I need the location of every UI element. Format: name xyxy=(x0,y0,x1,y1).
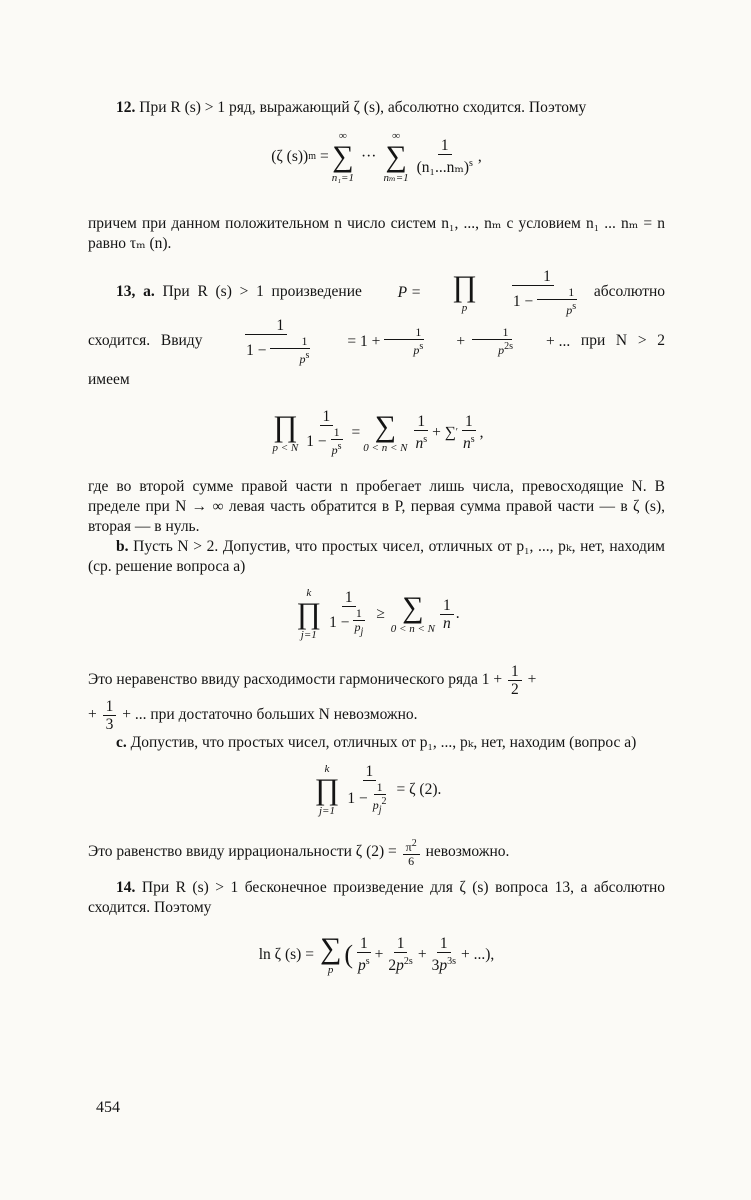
equation-partial-product: ∏ p < N 1 1 − $\frac{1}{p^s}$ = ∑ 0 < n < N $\frac{1}{n^s}$ + ∑ ′ $\frac{1}{n^s}$ , xyxy=(272,408,484,457)
paragraph-14: 14. При R (s) > 1 бесконечное произведение для ζ (s) вопроса 13, а абсолютно сходится. Поэтому xyxy=(88,879,665,916)
paragraph-13c-continuation: Это равенство ввиду иррациональности ζ (2) = $\frac{\pi^2}{6}$ невозможно. xyxy=(88,838,510,868)
paragraph-13b: b. Пусть N > 2. Допустив, что простых чисел, отличных от p₁, ..., pₖ, нет, находим (ср. решение вопроса а) xyxy=(88,538,665,575)
problem-number-12: 12. xyxy=(116,99,136,116)
equation-inequality: k ∏ j=1 1 1 − $\frac{1}{p_j}$ ≥ ∑ 0 < n < N $\frac{1}{n}$ . xyxy=(296,587,460,641)
product-P: P = ∏ p 1 1 − $\frac{1}{p^s}$ xyxy=(397,268,577,317)
paragraph-13c: с. Допустив, что простых чисел, отличных от p₁, ..., pₖ, нет, находим (вопрос а) xyxy=(116,734,637,751)
page-number: 454 xyxy=(96,1099,120,1116)
fraction: $\frac{1}{(n_1...n_m)^s}$ xyxy=(416,137,473,177)
paragraph-12 xyxy=(88,98,665,118)
sum-operator: ∞ ∑ nₘ=1 xyxy=(383,130,409,184)
equation-zeta-power: (ζ (s)) m = ∞ ∑ n₁=1 ··· ∞ ∑ nₘ=1 $\frac{1}{(n_1...n_m)^s}$ , xyxy=(271,130,482,184)
paragraph-13b-continuation: Это неравенство ввиду расходимости гармонического ряда 1 + $\frac{1}{2}$ + + $\frac{1}{3}$ + ... при достаточно больших N невозможно. xyxy=(88,663,537,733)
sum-operator: ∞ ∑ n₁=1 xyxy=(331,130,354,184)
paragraph-12-continuation: причем при данном положительном n число систем n₁, ..., nₘ с условием n₁ ... nₘ = n равно τₘ (n). xyxy=(88,215,665,252)
problem-number-13c: с. xyxy=(116,734,127,751)
problem-number-13b: b. xyxy=(116,538,129,555)
equation-log-zeta: ln ζ (s) = ∑ p ( $\frac{1}{p^s}$ + $\frac{1}{2p^{2s}}$ + $\frac{1}{3p^{3s}}$ + ...), xyxy=(258,932,495,976)
paragraph-13a: 13, а. При R (s) > 1 произведение P = ∏ p 1 1 − $\frac{1}{p^s}$ абсолютно сходится. Ввиду 1 1 − $\frac{1}{p^s}$ = 1 + $\frac{1}{p^s}$ + $\frac{1}{p^{2s}}$ + ... при N > 2 имеем xyxy=(88,268,666,388)
geometric-series: 1 1 − $\frac{1}{p^s}$ = 1 + $\frac{1}{p^s}$ + $\frac{1}{p^{2s}}$ + ... xyxy=(246,317,571,366)
paragraph-12-text: При R (s) > 1 ряд, выражающий ζ (s), абсолютно сходится. Поэтому xyxy=(139,99,587,116)
problem-number-13a: 13, а. xyxy=(116,283,155,301)
equation-zeta-2: k ∏ j=1 1 1 − $\frac{1}{p_j^2}$ = ζ (2). xyxy=(314,763,442,817)
problem-number-14: 14. xyxy=(116,879,136,896)
page-content xyxy=(88,98,665,990)
paragraph-13a-continuation: где во второй сумме правой части n пробегает лишь числа, превосходящие N. В пределе при N → ∞ левая часть обратится в P, первая сумма правой части — в ζ (s), вторая — в нуль. xyxy=(88,478,665,535)
